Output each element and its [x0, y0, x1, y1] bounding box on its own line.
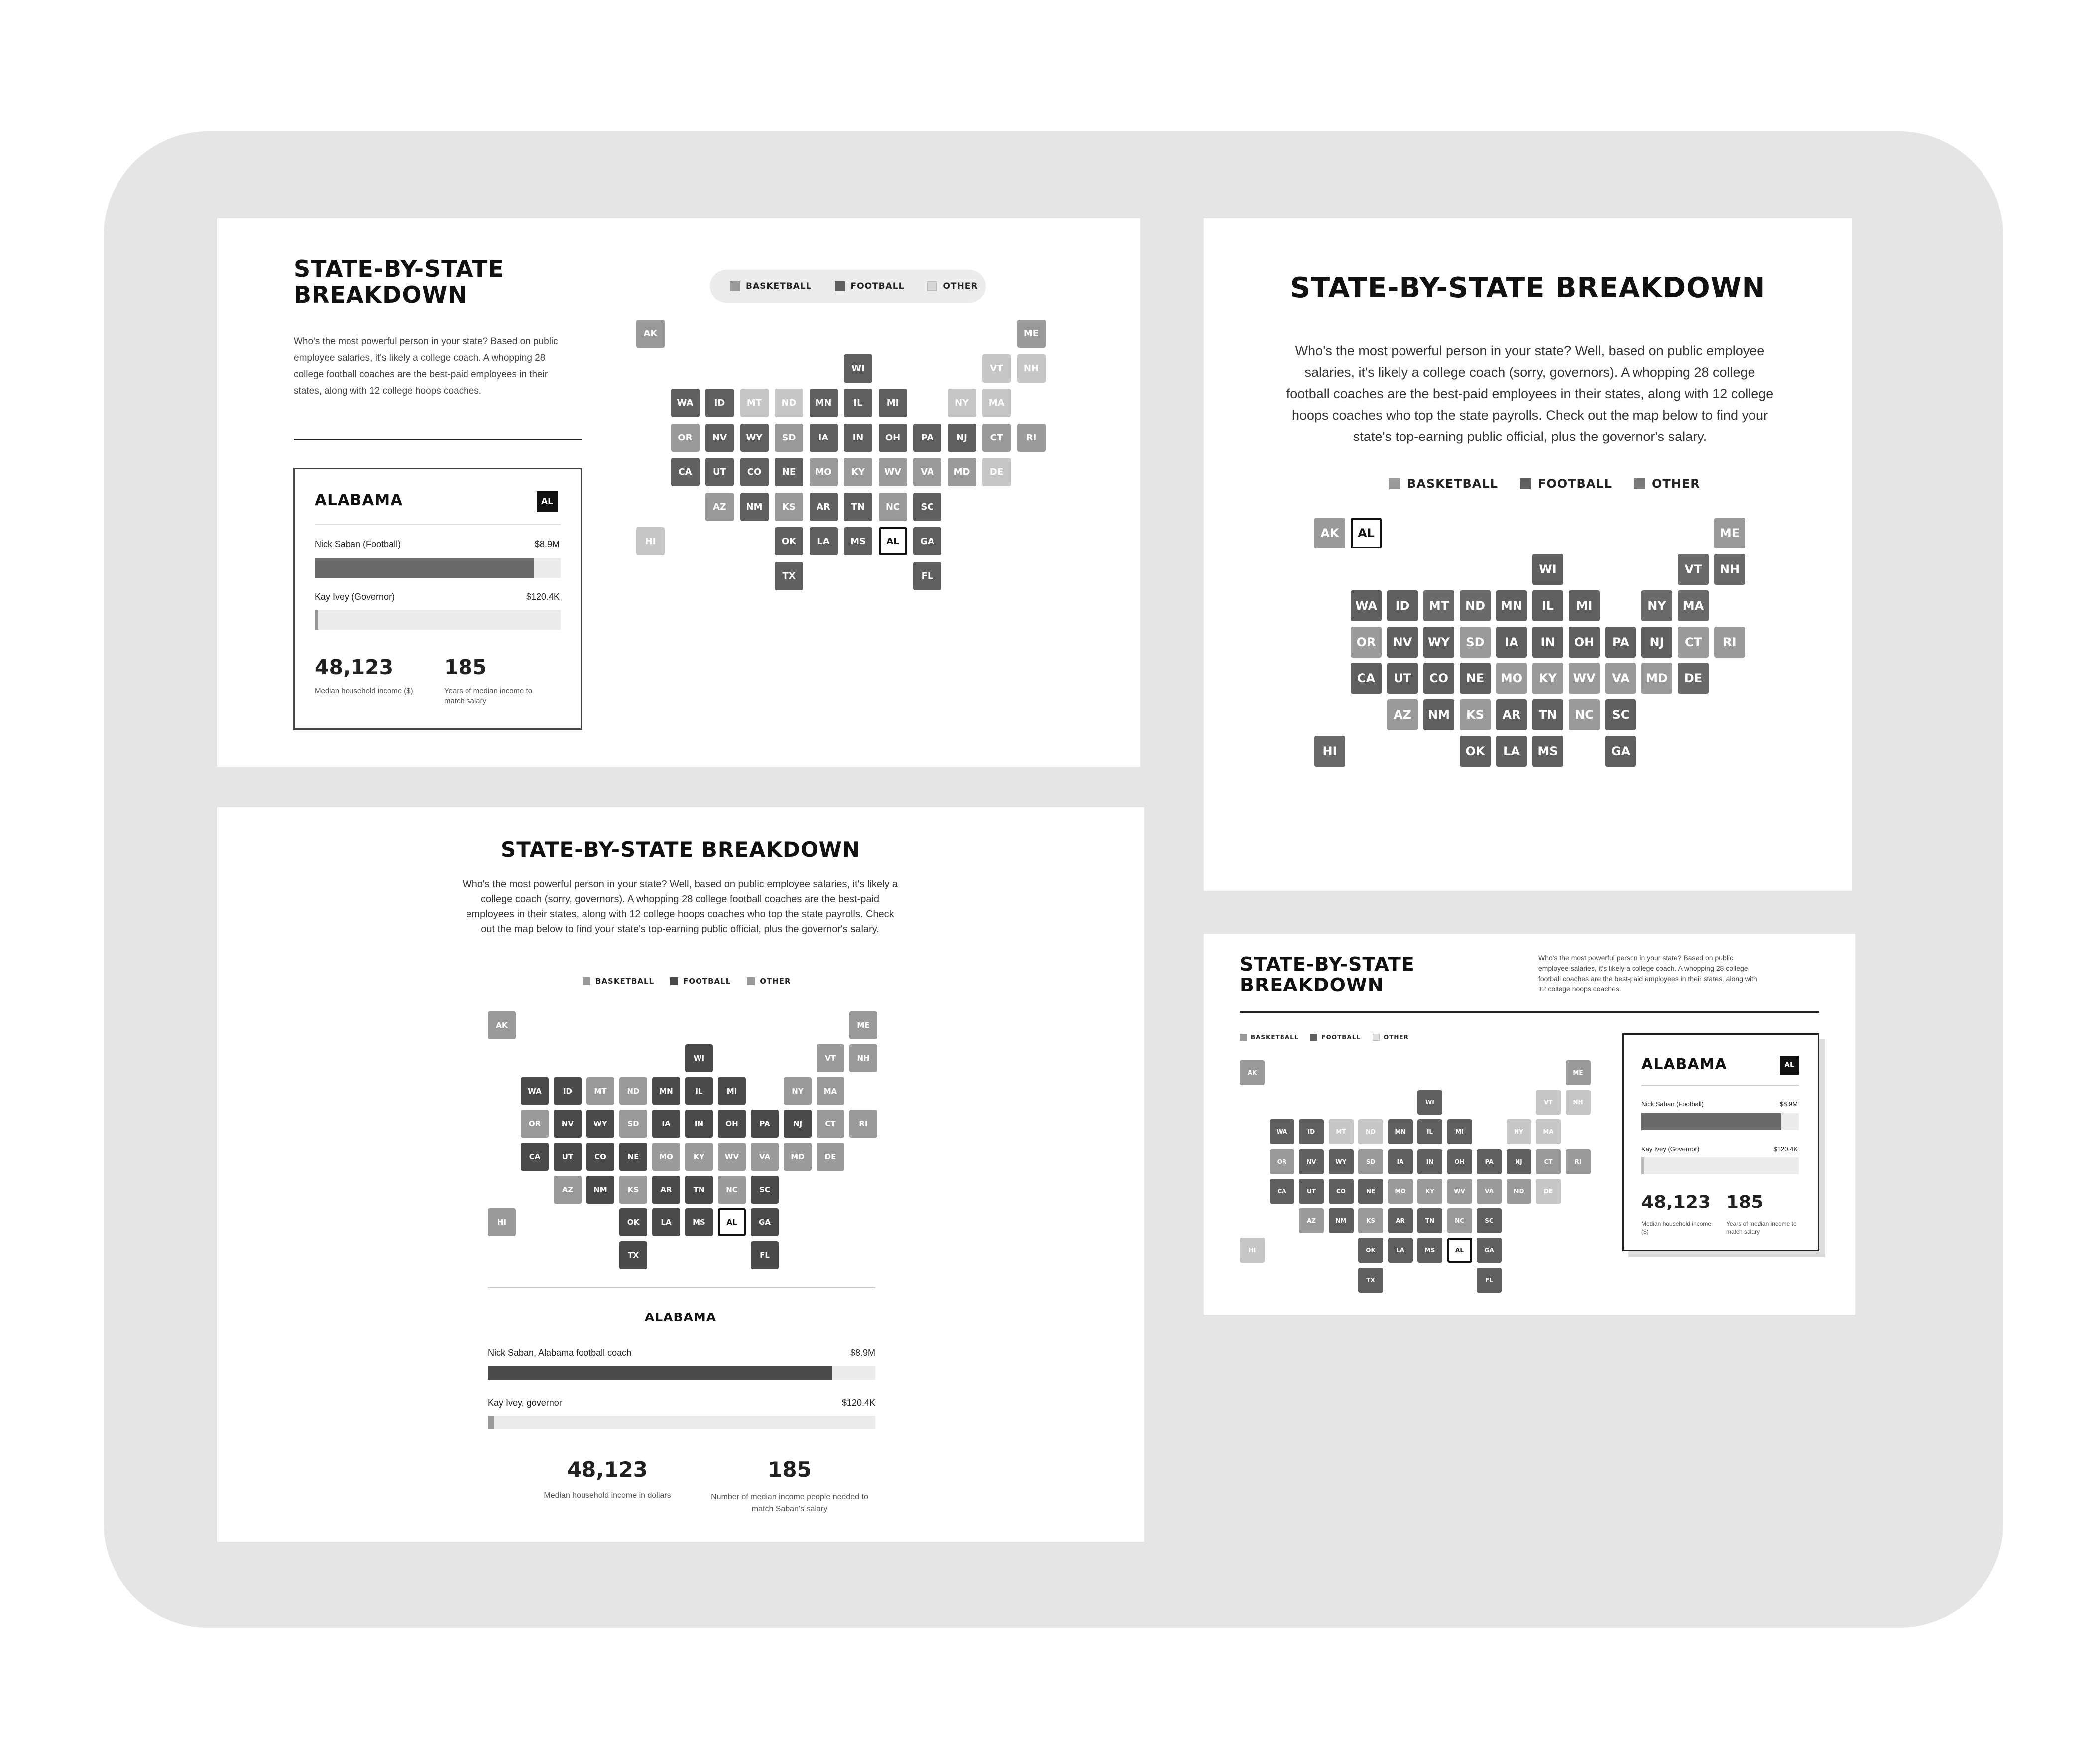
state-tile-nj[interactable]: NJ	[948, 424, 976, 452]
legend-other: OTHER	[1384, 1034, 1409, 1041]
state-tile-nm[interactable]: NM	[586, 1176, 614, 1204]
state-tile-ms[interactable]: MS	[1532, 736, 1563, 767]
legend	[583, 974, 791, 988]
state-tile-mn[interactable]: MN	[652, 1077, 680, 1105]
person2-bar-fill	[488, 1416, 494, 1429]
card-divider	[1641, 1085, 1799, 1086]
person1-bar-fill	[1641, 1113, 1781, 1130]
state-tile-il[interactable]: IL	[1532, 590, 1563, 621]
state-tile-md[interactable]: MD	[1507, 1179, 1531, 1204]
stat2-value: 185	[768, 1457, 812, 1482]
state-tile-ct[interactable]: CT	[817, 1110, 844, 1138]
page-title: STATE-BY-STATE BREAKDOWN	[1290, 272, 1766, 304]
stat2-label: Years of median income to match salary	[1726, 1220, 1797, 1235]
stat2-label: Years of median income to match salary	[444, 687, 533, 705]
page-title: STATE-BY-STATE BREAKDOWN	[500, 837, 861, 862]
basketball-swatch	[583, 977, 590, 985]
stat1-value: 48,123	[1641, 1192, 1711, 1212]
state-tile-md[interactable]: MD	[784, 1143, 812, 1171]
state-tile-wa[interactable]: WA	[671, 389, 700, 417]
state-tile-nj[interactable]: NJ	[784, 1110, 812, 1138]
legend-basketball: BASKETBALL	[1251, 1034, 1299, 1041]
state-tile-la[interactable]: LA	[810, 527, 838, 555]
football-swatch	[835, 281, 845, 291]
state-tile-ky[interactable]: KY	[685, 1143, 713, 1171]
state-tile-nc[interactable]: NC	[718, 1176, 746, 1204]
state-tile-va[interactable]: VA	[1605, 663, 1636, 694]
person1-bar	[488, 1366, 875, 1380]
state-tile-ny[interactable]: NY	[1641, 590, 1672, 621]
state-tile-co[interactable]: CO	[740, 458, 769, 486]
state-tile-or[interactable]: OR	[521, 1110, 549, 1138]
state-tile-ne[interactable]: NE	[1460, 663, 1491, 694]
state-tile-ok[interactable]: OK	[775, 527, 803, 555]
state-tile-fl[interactable]: FL	[913, 562, 941, 590]
person2-salary: $120.4K	[1773, 1145, 1798, 1153]
state-tile-wv[interactable]: WV	[718, 1143, 746, 1171]
state-tile-ct[interactable]: CT	[982, 424, 1011, 452]
basketball-swatch	[1389, 478, 1400, 489]
state-tile-ks[interactable]: KS	[775, 493, 803, 521]
state-name: ALABAMA	[315, 491, 403, 509]
legend-football: FOOTBALL	[850, 281, 905, 291]
state-tile-ms[interactable]: MS	[844, 527, 872, 555]
state-tile-ma[interactable]: MA	[982, 389, 1011, 417]
variant-panel-compact	[1204, 934, 1855, 1315]
state-tile-nj[interactable]: NJ	[1641, 627, 1672, 658]
state-tile-ga[interactable]: GA	[1605, 736, 1636, 767]
divider	[1240, 1011, 1819, 1013]
state-tile-ut[interactable]: UT	[554, 1143, 582, 1171]
state-tile-ia[interactable]: IA	[1496, 627, 1527, 658]
legend-other: OTHER	[943, 281, 978, 291]
state-tile-nm[interactable]: NM	[740, 493, 769, 521]
state-tile-al[interactable]: AL	[879, 527, 907, 555]
state-tile-ne[interactable]: NE	[619, 1143, 647, 1171]
state-tile-ak[interactable]: AK	[1240, 1060, 1265, 1085]
state-tile-ga[interactable]: GA	[1477, 1238, 1502, 1263]
state-tile-nv[interactable]: NV	[1299, 1149, 1324, 1174]
state-tile-il[interactable]: IL	[844, 389, 872, 417]
state-tile-wv[interactable]: WV	[1569, 663, 1600, 694]
state-tile-tn[interactable]: TN	[1417, 1208, 1442, 1233]
state-tile-tn[interactable]: TN	[685, 1176, 713, 1204]
state-tile-az[interactable]: AZ	[554, 1176, 582, 1204]
state-tile-or[interactable]: OR	[671, 424, 700, 452]
other-swatch	[927, 281, 937, 291]
state-tile-nc[interactable]: NC	[1569, 699, 1600, 730]
state-tile-ia[interactable]: IA	[652, 1110, 680, 1138]
legend-football: FOOTBALL	[683, 977, 731, 986]
state-tile-nd[interactable]: ND	[1460, 590, 1491, 621]
state-tile-ky[interactable]: KY	[1417, 1179, 1442, 1204]
person2-bar	[315, 610, 561, 630]
person2-bar	[488, 1416, 875, 1429]
state-tile-ok[interactable]: OK	[1358, 1238, 1383, 1263]
state-tile-ar[interactable]: AR	[1496, 699, 1527, 730]
state-tile-id[interactable]: ID	[1387, 590, 1418, 621]
state-tile-sd[interactable]: SD	[1460, 627, 1491, 658]
state-tile-ne[interactable]: NE	[1358, 1179, 1383, 1204]
intro-text: Who's the most powerful person in your state? Based on public employee salaries, it's likely a college coach. A whopping 28 college football coaches are the best-paid employees in their states, along with 12 college hoops coaches.	[294, 336, 558, 396]
state-tile-or[interactable]: OR	[1270, 1149, 1294, 1174]
state-tile-mo[interactable]: MO	[1388, 1179, 1413, 1204]
state-tile-az[interactable]: AZ	[705, 493, 734, 521]
state-tile-ri[interactable]: RI	[1714, 627, 1745, 658]
state-tile-az[interactable]: AZ	[1387, 699, 1418, 730]
stat1-label: Median household income ($)	[315, 687, 413, 695]
state-tile-nd[interactable]: ND	[1358, 1119, 1383, 1144]
state-tile-pa[interactable]: PA	[751, 1110, 779, 1138]
state-tile-ms[interactable]: MS	[1417, 1238, 1442, 1263]
person1-bar-fill	[315, 558, 534, 578]
legend-football: FOOTBALL	[1537, 477, 1612, 491]
state-tile-nv[interactable]: NV	[1387, 627, 1418, 658]
state-tile-ut[interactable]: UT	[1387, 663, 1418, 694]
state-tile-wi[interactable]: WI	[1417, 1090, 1442, 1115]
state-tile-me[interactable]: ME	[1566, 1060, 1591, 1085]
state-tile-sc[interactable]: SC	[1605, 699, 1636, 730]
state-tile-de[interactable]: DE	[817, 1143, 844, 1171]
state-tile-ak[interactable]: AK	[1314, 518, 1345, 548]
state-detail-card	[293, 468, 582, 730]
state-tile-ga[interactable]: GA	[751, 1208, 779, 1236]
legend-football: FOOTBALL	[1321, 1034, 1361, 1041]
page-title-line1: STATE-BY-STATE	[1240, 953, 1415, 975]
legend	[1389, 474, 1700, 494]
state-tile-ky[interactable]: KY	[844, 458, 872, 486]
state-tile-hi[interactable]: HI	[1240, 1238, 1265, 1263]
state-tile-az[interactable]: AZ	[1299, 1208, 1324, 1233]
state-tile-or[interactable]: OR	[1351, 627, 1382, 658]
state-tile-fl[interactable]: FL	[1477, 1268, 1502, 1293]
state-tile-mt[interactable]: MT	[740, 389, 769, 417]
state-tile-hi[interactable]: HI	[636, 527, 665, 555]
state-abbr-badge: AL	[1780, 1056, 1799, 1075]
person2-salary: $120.4K	[841, 1398, 875, 1408]
state-name: ALABAMA	[644, 1310, 717, 1324]
stat1-value: 48,123	[567, 1457, 648, 1482]
legend-basketball: BASKETBALL	[1407, 477, 1498, 491]
stat1-label: Median household income ($)	[1641, 1220, 1712, 1235]
person1-salary: $8.9M	[1779, 1100, 1798, 1108]
legend-other: OTHER	[760, 977, 791, 986]
state-tile-oh[interactable]: OH	[1569, 627, 1600, 658]
state-tile-md[interactable]: MD	[1641, 663, 1672, 694]
stat1-value: 48,123	[315, 656, 394, 679]
stat1-label: Median household income in dollars	[544, 1491, 671, 1500]
state-tile-mt[interactable]: MT	[1423, 590, 1454, 621]
state-tile-sd[interactable]: SD	[775, 424, 803, 452]
state-tile-ok[interactable]: OK	[1460, 736, 1491, 767]
state-tile-vt[interactable]: VT	[817, 1044, 844, 1072]
state-tile-ia[interactable]: IA	[1388, 1149, 1413, 1174]
state-tile-ct[interactable]: CT	[1536, 1149, 1561, 1174]
person2-bar-fill	[315, 610, 318, 630]
person1-bar	[1641, 1113, 1799, 1130]
state-tile-la[interactable]: LA	[652, 1208, 680, 1236]
state-tile-mi[interactable]: MI	[1569, 590, 1600, 621]
state-tile-md[interactable]: MD	[948, 458, 976, 486]
divider	[294, 439, 582, 440]
state-tile-wi[interactable]: WI	[1532, 554, 1563, 585]
state-tile-id[interactable]: ID	[554, 1077, 582, 1105]
state-tile-nj[interactable]: NJ	[1507, 1149, 1531, 1174]
person2-label: Kay Ivey (Governor)	[1641, 1145, 1700, 1153]
state-tile-la[interactable]: LA	[1496, 736, 1527, 767]
state-tile-wv[interactable]: WV	[879, 458, 907, 486]
page-title-line2: BREAKDOWN	[294, 281, 467, 308]
person2-salary: $120.4K	[526, 592, 560, 602]
state-tile-la[interactable]: LA	[1388, 1238, 1413, 1263]
state-tile-oh[interactable]: OH	[718, 1110, 746, 1138]
state-tile-wa[interactable]: WA	[1351, 590, 1382, 621]
state-tile-ar[interactable]: AR	[652, 1176, 680, 1204]
state-tile-mn[interactable]: MN	[1496, 590, 1527, 621]
state-tile-oh[interactable]: OH	[1447, 1149, 1472, 1174]
state-tile-de[interactable]: DE	[982, 458, 1011, 486]
state-tile-ks[interactable]: KS	[1460, 699, 1491, 730]
state-tile-ma[interactable]: MA	[1536, 1119, 1561, 1144]
state-tile-nv[interactable]: NV	[705, 424, 734, 452]
person1-label: Nick Saban (Football)	[1641, 1100, 1704, 1108]
legend-basketball: BASKETBALL	[595, 977, 655, 986]
person1-salary: $8.9M	[850, 1348, 875, 1358]
state-tile-nd[interactable]: ND	[619, 1077, 647, 1105]
state-tile-nc[interactable]: NC	[1447, 1208, 1472, 1233]
state-tile-ks[interactable]: KS	[1358, 1208, 1383, 1233]
state-tile-wa[interactable]: WA	[1270, 1119, 1294, 1144]
state-tile-tn[interactable]: TN	[1532, 699, 1563, 730]
state-tile-in[interactable]: IN	[685, 1110, 713, 1138]
state-tile-wi[interactable]: WI	[685, 1044, 713, 1072]
state-tile-ca[interactable]: CA	[671, 458, 700, 486]
state-tile-il[interactable]: IL	[685, 1077, 713, 1105]
state-tile-ny[interactable]: NY	[784, 1077, 812, 1105]
football-swatch	[1310, 1034, 1317, 1041]
state-tile-nm[interactable]: NM	[1423, 699, 1454, 730]
state-tile-sc[interactable]: SC	[1477, 1208, 1502, 1233]
legend	[1240, 1031, 1409, 1043]
state-tile-ri[interactable]: RI	[1017, 424, 1046, 452]
state-abbr-badge: AL	[537, 491, 558, 512]
state-tile-sc[interactable]: SC	[913, 493, 941, 521]
state-tile-id[interactable]: ID	[705, 389, 734, 417]
state-tile-mi[interactable]: MI	[718, 1077, 746, 1105]
legend-other: OTHER	[1652, 477, 1700, 491]
state-tile-me[interactable]: ME	[1714, 518, 1745, 548]
state-tile-co[interactable]: CO	[586, 1143, 614, 1171]
page-title-line2: BREAKDOWN	[1240, 974, 1384, 996]
state-tile-ny[interactable]: NY	[1507, 1119, 1531, 1144]
variant-panel-desktop	[217, 218, 1140, 767]
card-divider	[315, 524, 561, 525]
state-tile-ar[interactable]: AR	[1388, 1208, 1413, 1233]
state-tile-me[interactable]: ME	[1017, 320, 1046, 348]
person1-bar	[315, 558, 561, 578]
state-tile-ia[interactable]: IA	[810, 424, 838, 452]
state-tile-vt[interactable]: VT	[982, 354, 1011, 383]
state-tile-mo[interactable]: MO	[810, 458, 838, 486]
state-tile-ut[interactable]: UT	[1299, 1179, 1324, 1204]
state-tile-vt[interactable]: VT	[1536, 1090, 1561, 1115]
other-swatch	[747, 977, 755, 985]
state-tile-ga[interactable]: GA	[913, 527, 941, 555]
state-tile-wy[interactable]: WY	[586, 1110, 614, 1138]
legend	[710, 270, 986, 303]
state-detail-card	[1622, 1033, 1819, 1251]
state-tile-ut[interactable]: UT	[705, 458, 734, 486]
state-tile-ct[interactable]: CT	[1678, 627, 1709, 658]
stat2-value: 185	[444, 656, 487, 679]
state-tile-wy[interactable]: WY	[1423, 627, 1454, 658]
state-tile-wy[interactable]: WY	[740, 424, 769, 452]
state-tile-al[interactable]: AL	[1447, 1238, 1472, 1263]
state-tile-mo[interactable]: MO	[652, 1143, 680, 1171]
state-tile-wv[interactable]: WV	[1447, 1179, 1472, 1204]
state-tile-wa[interactable]: WA	[521, 1077, 549, 1105]
state-tile-tx[interactable]: TX	[1358, 1268, 1383, 1293]
state-tile-in[interactable]: IN	[844, 424, 872, 452]
variant-panel-mobile	[217, 807, 1144, 1542]
state-tile-ca[interactable]: CA	[1270, 1179, 1294, 1204]
state-tile-hi[interactable]: HI	[488, 1208, 516, 1236]
state-tile-nv[interactable]: NV	[554, 1110, 582, 1138]
person2-bar-fill	[1641, 1157, 1644, 1174]
page-title-line1: STATE-BY-STATE	[294, 255, 504, 282]
state-tile-de[interactable]: DE	[1536, 1179, 1561, 1204]
state-tile-tn[interactable]: TN	[844, 493, 872, 521]
state-tile-nh[interactable]: NH	[1566, 1090, 1591, 1115]
state-tile-al[interactable]: AL	[1351, 518, 1382, 548]
person1-label: Nick Saban, Alabama football coach	[488, 1348, 632, 1358]
state-tile-wi[interactable]: WI	[844, 354, 872, 383]
state-tile-ma[interactable]: MA	[1678, 590, 1709, 621]
state-tile-ca[interactable]: CA	[521, 1143, 549, 1171]
state-tile-tx[interactable]: TX	[775, 562, 803, 590]
state-tile-il[interactable]: IL	[1417, 1119, 1442, 1144]
state-tile-mi[interactable]: MI	[879, 389, 907, 417]
state-tile-wy[interactable]: WY	[1329, 1149, 1354, 1174]
state-tile-pa[interactable]: PA	[1477, 1149, 1502, 1174]
other-swatch	[1634, 478, 1645, 489]
state-tile-ks[interactable]: KS	[619, 1176, 647, 1204]
state-tile-va[interactable]: VA	[913, 458, 941, 486]
state-tile-nh[interactable]: NH	[1714, 554, 1745, 585]
state-tile-ok[interactable]: OK	[619, 1208, 647, 1236]
state-tile-id[interactable]: ID	[1299, 1119, 1324, 1144]
state-tile-nc[interactable]: NC	[879, 493, 907, 521]
intro-text: Who's the most powerful person in your state? Well, based on public employee salaries, it's likely a college coach (sorry, governors). A whopping 28 college football coaches are the best-paid employees in their states, along with 12 college hoops coaches who top the state payrolls. Check out the map below to find your state's top-earning public official, plus the governor's salary.	[1286, 343, 1774, 444]
state-tile-in[interactable]: IN	[1417, 1149, 1442, 1174]
basketball-swatch	[1240, 1034, 1247, 1041]
football-swatch	[1520, 478, 1531, 489]
state-tile-pa[interactable]: PA	[913, 424, 941, 452]
person1-salary: $8.9M	[534, 539, 560, 549]
state-tile-ky[interactable]: KY	[1532, 663, 1563, 694]
state-tile-ri[interactable]: RI	[1566, 1149, 1591, 1174]
state-tile-va[interactable]: VA	[1477, 1179, 1502, 1204]
variant-panel-centered	[1204, 218, 1852, 891]
state-tile-de[interactable]: DE	[1678, 663, 1709, 694]
page-title	[294, 256, 504, 308]
stat2-value: 185	[1726, 1192, 1764, 1212]
state-tile-ak[interactable]: AK	[636, 320, 665, 348]
state-tile-nm[interactable]: NM	[1329, 1208, 1354, 1233]
state-tile-vt[interactable]: VT	[1678, 554, 1709, 585]
person2-bar	[1641, 1157, 1799, 1174]
state-tile-tx[interactable]: TX	[619, 1241, 647, 1269]
state-tile-mn[interactable]: MN	[1388, 1119, 1413, 1144]
person1-label: Nick Saban (Football)	[315, 539, 401, 549]
person2-label: Kay Ivey, governor	[488, 1398, 562, 1408]
person2-label: Kay Ivey (Governor)	[315, 592, 395, 602]
state-tile-mt[interactable]: MT	[1329, 1119, 1354, 1144]
page-title	[1240, 954, 1415, 995]
state-tile-ar[interactable]: AR	[810, 493, 838, 521]
state-tile-nd[interactable]: ND	[775, 389, 803, 417]
state-tile-ny[interactable]: NY	[948, 389, 976, 417]
state-tile-mn[interactable]: MN	[810, 389, 838, 417]
state-tile-fl[interactable]: FL	[751, 1241, 779, 1269]
state-tile-co[interactable]: CO	[1423, 663, 1454, 694]
basketball-swatch	[730, 281, 740, 291]
state-tile-co[interactable]: CO	[1329, 1179, 1354, 1204]
state-tile-nh[interactable]: NH	[849, 1044, 877, 1072]
state-tile-hi[interactable]: HI	[1314, 736, 1345, 767]
intro-text: Who's the most powerful person in your state? Based on public employee salaries, it's likely a college coach. A whopping 28 college football coaches are the best-paid employees in their states, along with 12 college hoops coaches.	[1538, 954, 1757, 993]
state-tile-al[interactable]: AL	[718, 1208, 746, 1236]
state-tile-sc[interactable]: SC	[751, 1176, 779, 1204]
person1-bar-fill	[488, 1366, 832, 1380]
state-tile-mo[interactable]: MO	[1496, 663, 1527, 694]
state-tile-ri[interactable]: RI	[849, 1110, 877, 1138]
state-tile-oh[interactable]: OH	[879, 424, 907, 452]
state-tile-ca[interactable]: CA	[1351, 663, 1382, 694]
state-tile-va[interactable]: VA	[751, 1143, 779, 1171]
detail-divider	[488, 1287, 875, 1288]
state-tile-mt[interactable]: MT	[586, 1077, 614, 1105]
other-swatch	[1373, 1034, 1380, 1041]
state-tile-sd[interactable]: SD	[1358, 1149, 1383, 1174]
intro-text: Who's the most powerful person in your state? Well, based on public employee salaries, it's likely a college coach (sorry, governors). A whopping 28 college football coaches are the best-paid employees in their states, along with 12 college hoops coaches who top the state payrolls. Check out the map below to find your state's top-earning public official, plus the governor's salary.	[462, 879, 898, 935]
state-tile-sd[interactable]: SD	[619, 1110, 647, 1138]
football-swatch	[670, 977, 678, 985]
state-tile-in[interactable]: IN	[1532, 627, 1563, 658]
state-tile-ma[interactable]: MA	[817, 1077, 844, 1105]
state-tile-ms[interactable]: MS	[685, 1208, 713, 1236]
legend-basketball: BASKETBALL	[746, 281, 812, 291]
state-tile-ak[interactable]: AK	[488, 1011, 516, 1039]
state-name: ALABAMA	[1641, 1056, 1727, 1073]
stat2-label: Number of median income people needed to match Saban's salary	[711, 1493, 868, 1513]
state-tile-me[interactable]: ME	[849, 1011, 877, 1039]
state-tile-mi[interactable]: MI	[1447, 1119, 1472, 1144]
state-tile-nh[interactable]: NH	[1017, 354, 1046, 383]
state-tile-ne[interactable]: NE	[775, 458, 803, 486]
state-tile-pa[interactable]: PA	[1605, 627, 1636, 658]
